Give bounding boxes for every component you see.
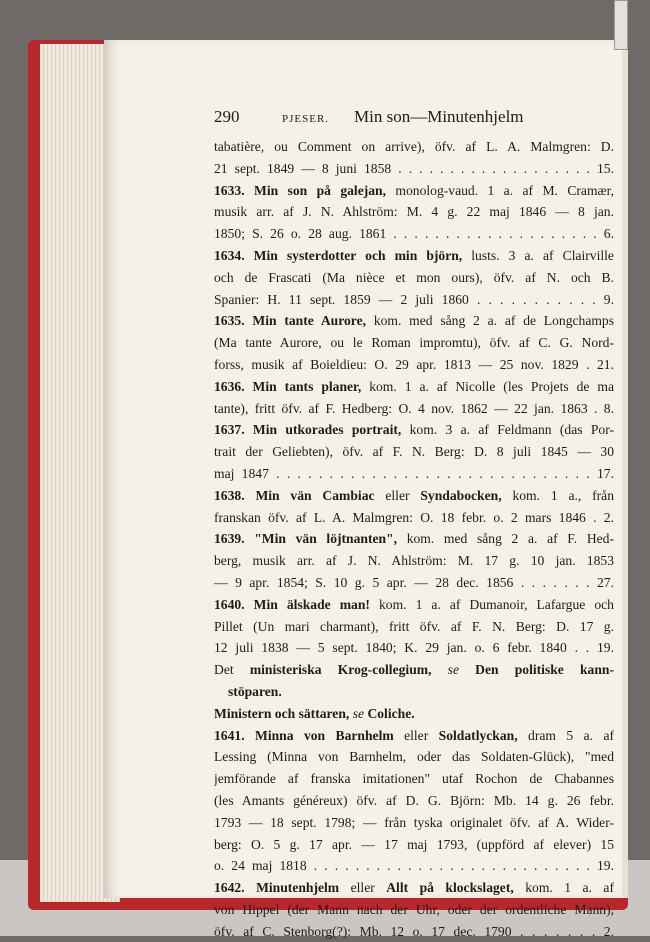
- text-line: och de Frascati (Ma nièce et mon ours), öfv. af N. och B.: [214, 269, 614, 285]
- text-line: (les Amants généreux) öfv. af D. G. Björn: Mb. 14 g. 26 febr.: [214, 792, 614, 808]
- text-line: öfv. af C. Stenborg(?): Mb. 12 o. 17 dec. 1790 . . . . . . . 2.: [214, 923, 614, 939]
- page-text: [214, 106, 614, 942]
- text-line: franskan öfv. af L. A. Malmgren: O. 18 febr. o. 2 mars 1846 . 2.: [214, 509, 614, 525]
- text-line: 1793 — 18 sept. 1798; — från tyska originalet öfv. af A. Wider-: [214, 814, 614, 830]
- text-line: musik arr. af J. N. Ahlström: M. 4 g. 22 maj 1846 — 8 jan.: [214, 204, 614, 220]
- bookmark-tab: [614, 0, 628, 50]
- text-line: maj 1847 . . . . . . . . . . . . . . . . . . . . . . . . . . . . . . 17.: [214, 465, 614, 481]
- section-title: PJESER.: [282, 113, 330, 125]
- text-line: von Hippel (der Mann nach der Uhr, oder der ordentliche Mann),: [214, 901, 614, 917]
- text-line: Lessing (Minna von Barnhelm, oder das Soldaten-Glück), "med: [214, 749, 614, 765]
- text-line: stöparen.: [228, 683, 282, 699]
- entry-1639: 1639. "Min vän löjtnanten", kom. med sång 2 a. af F. Hed-: [214, 531, 614, 547]
- text-line: Spanier: H. 11 sept. 1859 — 2 juli 1860 . . . . . . . . . . . 9.: [214, 291, 614, 307]
- page-header: [214, 106, 614, 136]
- entry-1636: 1636. Min tants planer, kom. 1 a. af Nicolle (les Projets de ma: [214, 378, 614, 394]
- entry-1641: 1641. Minna von Barnhelm eller Soldatlyckan, dram 5 a. af: [214, 727, 614, 743]
- text-line: (Ma tante Aurore, ou le Roman impromtu), öfv. af C. G. Nord-: [214, 335, 614, 351]
- text-line: 1850; S. 26 o. 28 aug. 1861 . . . . . . . . . . . . . . . . . . . . 6.: [214, 226, 614, 242]
- text-line: trait der Geliebten), öfv. af F. N. Berg: D. 8 juli 1845 — 30: [214, 444, 614, 460]
- page-right-edge: [622, 40, 628, 898]
- cross-reference: Ministern och sättaren, se Coliche.: [214, 705, 415, 721]
- entry-1635: 1635. Min tante Aurore, kom. med sång 2 a. af de Longchamps: [214, 313, 614, 329]
- entry-1642: 1642. Minutenhjelm eller Allt på klockslaget, kom. 1 a. af: [214, 880, 614, 896]
- text-line: 21 sept. 1849 — 8 juni 1858 . . . . . . . . . . . . . . . . . . . 15.: [214, 160, 614, 176]
- text-line: forss, musik af Boieldieu: O. 29 apr. 1813 — 25 nov. 1829 . 21.: [214, 356, 614, 372]
- entry-1633: 1633. Min son på galejan, monolog-vaud. 1 a. af M. Cramær,: [214, 182, 614, 198]
- entry-1638: 1638. Min vän Cambiac eller Syndabocken, kom. 1 a., från: [214, 487, 614, 503]
- text-line: berg: O. 5 g. 17 apr. — 17 maj 1793, (uppförd af elever) 15: [214, 836, 614, 852]
- page-number: 290: [214, 107, 240, 126]
- text-line: berg, musik arr. af J. N. Ahlström: M. 17 g. 10 jan. 1853: [214, 553, 614, 569]
- cross-reference: Det ministeriska Krog-collegium, se Den politiske kann-: [214, 662, 614, 678]
- entry-1637: 1637. Min utkorades portrait, kom. 3 a. af Feldmann (das Por-: [214, 422, 614, 438]
- entry-1640: 1640. Min älskade man! kom. 1 a. af Dumanoir, Lafargue och: [214, 596, 614, 612]
- entry-1634: 1634. Min systerdotter och min björn, lusts. 3 a. af Clairville: [214, 247, 614, 263]
- text-line: 12 juli 1838 — 5 sept. 1840; K. 29 jan. o. 6 febr. 1840 . . 19.: [214, 640, 614, 656]
- text-line: o. 24 maj 1818 . . . . . . . . . . . . . . . . . . . . . . . . . . . 19.: [214, 858, 614, 874]
- text-line: tabatière, ou Comment on arrive), öfv. af L. A. Malmgren: D.: [214, 139, 614, 154]
- text-line: — 9 apr. 1854; S. 10 g. 5 apr. — 28 dec. 1856 . . . . . . . 27.: [214, 574, 614, 590]
- text-line: jemförande af franska imitationen" utaf Rochon de Chabannes: [214, 771, 614, 787]
- text-line: tante), fritt öfv. af F. Hedberg: O. 4 nov. 1862 — 22 jan. 1863 . 8.: [214, 400, 614, 416]
- text-line: Pillet (Un mari charmant), fritt öfv. af F. N. Berg: D. 17 g.: [214, 618, 614, 634]
- running-title: Min son—Minutenhjelm: [354, 107, 524, 126]
